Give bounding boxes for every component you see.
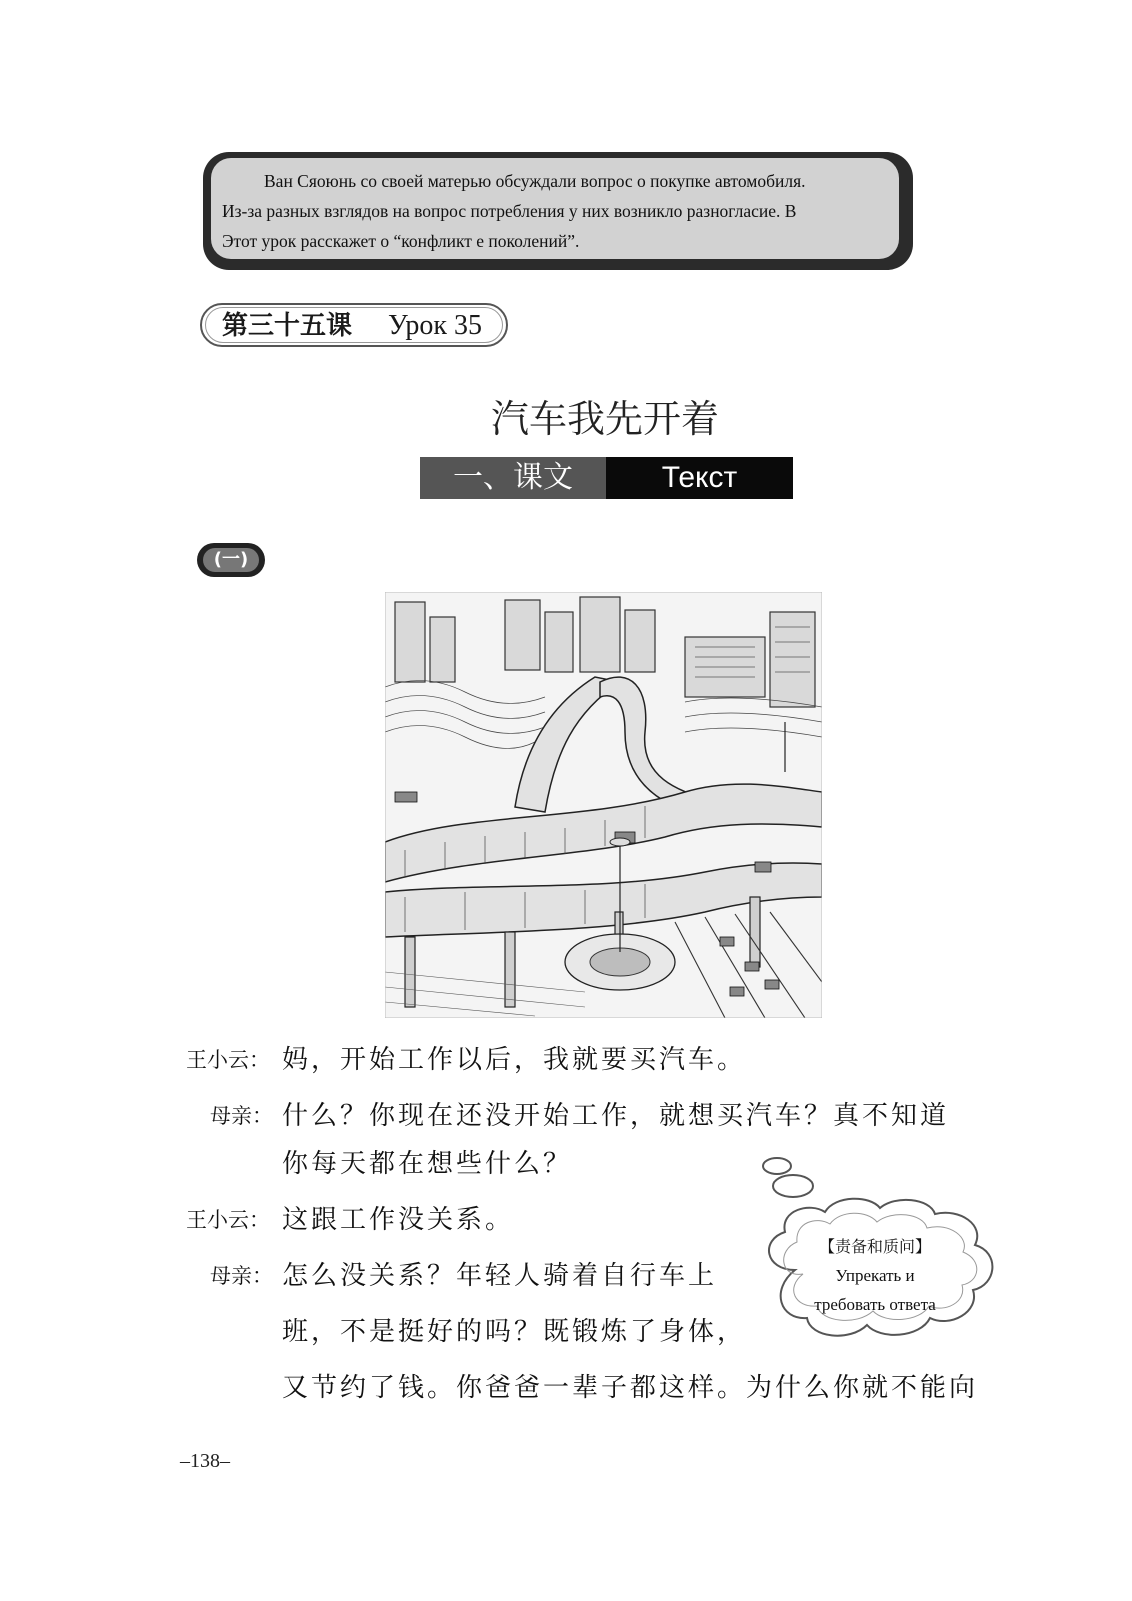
intro-line-1: Ван Сяоюнь со своей матерью обсуждали вопрос о покупке автомобиля. — [264, 171, 806, 191]
highway-interchange-illustration — [385, 592, 822, 1018]
note-russian-line-1: Упрекать и — [835, 1266, 915, 1285]
dialogue-line: 什么？你现在还没开始工作，就想买汽车？真不知道 — [282, 1101, 950, 1131]
speaker-wang-xiaoyun: 王小云： — [186, 1208, 270, 1232]
note-russian-line-2: требовать ответа — [814, 1295, 936, 1314]
dialogue-line: 你每天都在想些什么？ — [282, 1149, 573, 1179]
intro-line-2: Из-за разных взглядов на вопрос потребления у них возникло разногласие. В — [222, 201, 797, 221]
dialogue-line: 又节约了钱。你爸爸一辈子都这样。为什么你就不能向 — [282, 1373, 979, 1403]
page-number: –138– — [180, 1450, 230, 1472]
dialogue-line: 这跟工作没关系。 — [282, 1205, 515, 1235]
speaker-mother: 母亲： — [210, 1104, 273, 1128]
note-chinese: 【责备和质问】 — [818, 1237, 931, 1256]
dialogue-line: 妈，开始工作以后，我就要买汽车。 — [282, 1045, 747, 1075]
dialogue-line: 班，不是挺好的吗？既锻炼了身体， — [282, 1317, 747, 1347]
dialogue-line: 怎么没关系？年轻人骑着自行车上 — [282, 1261, 718, 1291]
speaker-wang-xiaoyun: 王小云： — [186, 1048, 270, 1072]
lesson-title: 汽车我先开着 — [490, 397, 719, 441]
lesson-number-russian: Урок 35 — [388, 310, 482, 341]
section-heading-russian: Текст — [661, 461, 738, 494]
part-marker-label: (一) — [203, 548, 259, 572]
section-heading-chinese: 一、课文 — [453, 460, 573, 495]
lesson-number-chinese: 第三十五课 — [222, 311, 353, 341]
speaker-mother: 母亲： — [210, 1264, 273, 1288]
intro-text — [222, 166, 894, 256]
intro-line-3: Этот урок расскажет о “конфликт е поколений”. — [222, 231, 580, 251]
note-text — [780, 1232, 970, 1319]
